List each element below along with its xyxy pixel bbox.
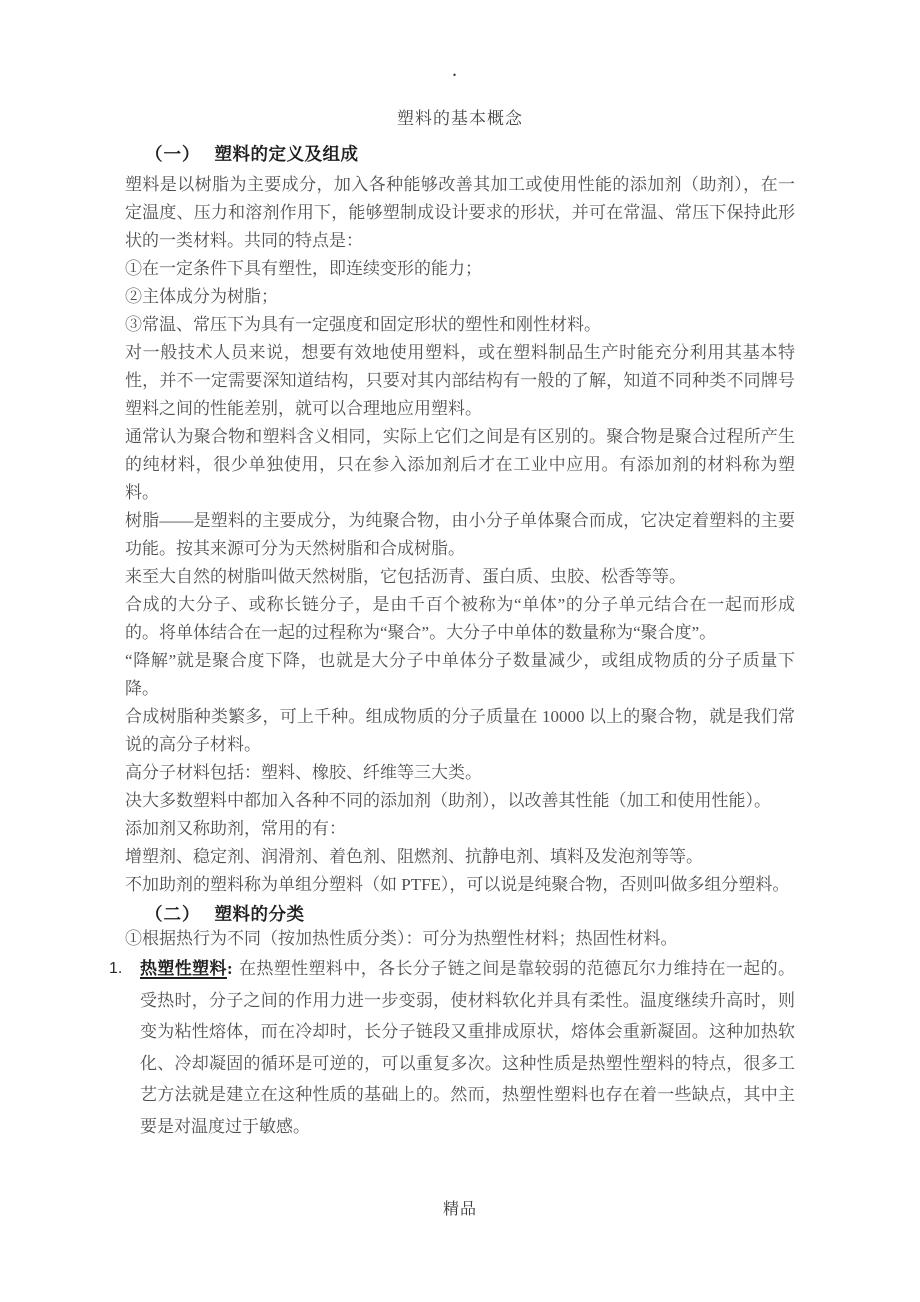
paragraph: ②主体成分为树脂； [125,287,278,306]
section-1-number: （一） [145,144,201,164]
paragraph: 塑料是以树脂为主要成分，加入各种能够改善其加工或使用性能的添加剂（助剂），在一定温度、压力和溶剂作用下，能够塑制成设计要求的形状，并可在常温、常压下保持此形状的一类材料。共同的特点是： [125,175,795,250]
document-content [109,0,795,1142]
section-2-number: （二） [145,904,201,924]
list-item-text: 在热塑性塑料中，各长分子链之间是靠较弱的范德瓦尔力维持在一起的。受热时，分子之间的作用力进一步变弱，使材料软化并具有柔性。温度继续升高时，则变为粘性熔体，而在冷却时，长分子链段又重排成原状，熔体会重新凝固。这种加热软化、冷却凝固的循环是可逆的，可以重复多次。这种性质是热塑性塑料的特点，很多工艺方法就是建立在这种性质的基础上的。然而，热塑性塑料也存在着一些缺点，其中主要是对温度过于敏感。 [140,959,795,1136]
list-item-separator: : [226,959,233,978]
paragraph: “降解”就是聚合度下降，也就是大分子中单体分子数量减少，或组成物质的分子质量下降。 [125,651,795,698]
paragraph: 高分子材料包括：塑料、橡胶、纤维等三大类。 [125,763,482,782]
section-2-title: 塑料的分类 [214,904,305,924]
paragraph: 合成树脂种类繁多，可上千种。组成物质的分子质量在 10000 以上的聚合物，就是我们常说的高分子材料。 [125,707,795,754]
list-item-term: 热塑性塑料 [140,959,227,978]
section-1-body [125,171,795,899]
paragraph: 合成的大分子、或称长链分子，是由千百个被称为“单体”的分子单元结合在一起而形成的。将单体结合在一起的过程称为“聚合”。大分子中单体的数量称为“聚合度”。 [125,595,795,642]
paragraph: 树脂——是塑料的主要成分，为纯聚合物，由小分子单体聚合而成，它决定着塑料的主要功能。按其来源可分为天然树脂和合成树脂。 [125,511,795,558]
paragraph: ③常温、常压下为具有一定强度和固定形状的塑性和刚性材料。 [125,315,601,334]
document-title: 塑料的基本概念 [397,109,523,128]
section-2-heading [125,903,795,925]
paragraph: ①在一定条件下具有塑性，即连续变形的能力； [125,259,482,278]
paragraph: 来至大自然的树脂叫做天然树脂，它包括沥青、蛋白质、虫胶、松香等等。 [125,567,686,586]
stray-period: . [452,59,457,81]
paragraph: ①根据热行为不同（按加热性质分类）：可分为热塑性材料；热固性材料。 [125,929,678,948]
paragraph: 增塑剂、稳定剂、润滑剂、着色剂、阻燃剂、抗静电剂、填料及发泡剂等等。 [125,847,703,866]
paragraph: 不加助剂的塑料称为单组分塑料（如 PTFE），可以说是纯聚合物，否则叫做多组分塑料。 [125,875,790,894]
list-item-number: 1. [109,960,123,977]
page-footer [0,1200,920,1220]
paragraph: 决大多数塑料中都加入各种不同的添加剂（助剂），以改善其性能（加工和使用性能）。 [125,791,771,810]
section-1-heading [125,143,795,165]
footer-watermark: 精品 [442,1201,477,1218]
paragraph: 对一般技术人员来说，想要有效地使用塑料，或在塑料制品生产时能充分利用其基本特性，并不一定需要深知道结构，只要对其内部结构有一般的了解，知道不同种类不同牌号塑料之间的性能差别，就可以合理地应用塑料。 [125,343,795,418]
paragraph: 添加剂又称助剂，常用的有： [125,819,346,838]
classification-list [109,953,795,1142]
section-1-title: 塑料的定义及组成 [214,144,359,164]
list-item [109,953,795,1142]
paragraph: 通常认为聚合物和塑料含义相同，实际上它们之间是有区别的。聚合物是聚合过程所产生的纯材料，很少单独使用，只在参入添加剂后才在工业中应用。有添加剂的材料称为塑料。 [125,427,795,502]
section-2-body [125,925,795,953]
